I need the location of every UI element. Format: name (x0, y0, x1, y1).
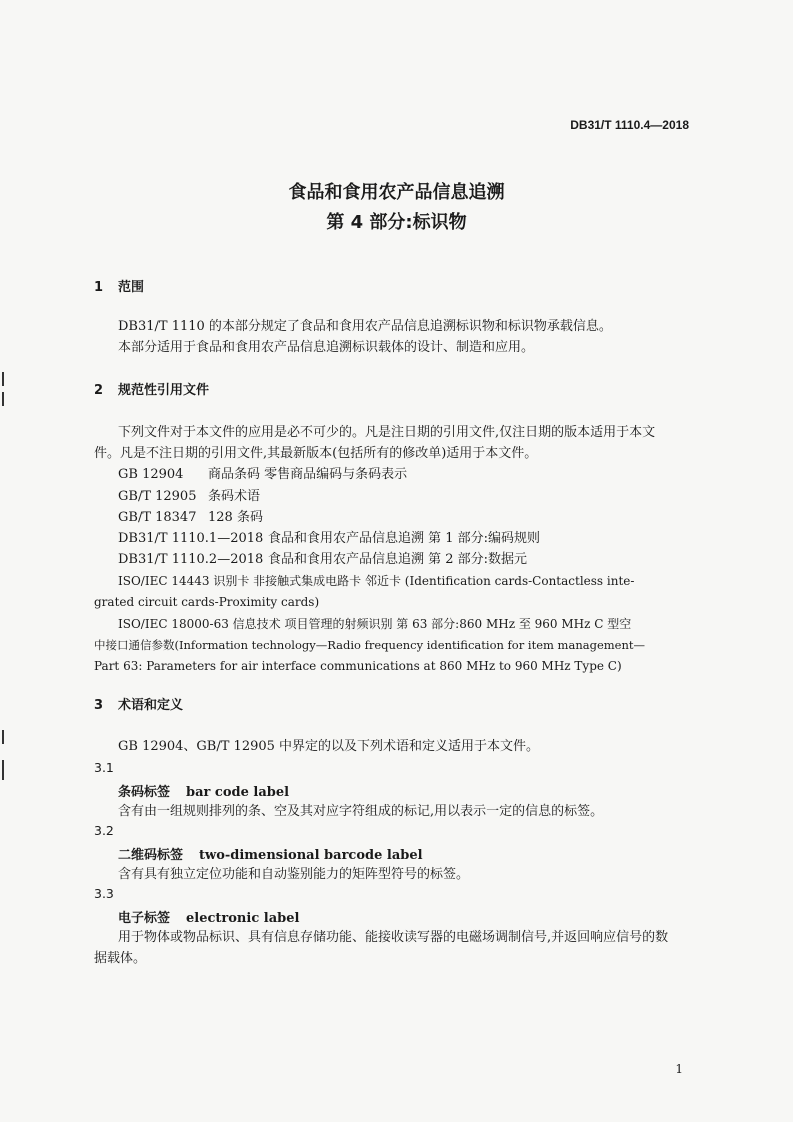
term-definition: 含有具有独立定位功能和自动鉴别能力的矩阵型符号的标签。 (118, 867, 470, 882)
reference-code: GB/T 12905 (118, 489, 197, 504)
paragraph: 下列文件对于本文件的应用是必不可少的。凡是注日期的引用文件,仅注日期的版本适用于本文 (118, 425, 656, 440)
term-number: 3.1 (94, 760, 114, 775)
section-number: 3 (94, 698, 104, 713)
term-number: 3.2 (94, 823, 114, 838)
term-heading (118, 844, 423, 863)
reference-title: 128 条码 (208, 510, 263, 525)
document-subtitle: 第 4 部分:标识物 (326, 212, 467, 233)
term-heading (118, 781, 289, 800)
paragraph: 本部分适用于食品和食用农产品信息追溯标识载体的设计、制造和应用。 (118, 340, 535, 355)
reference-title: 食品和食用农产品信息追溯 第 2 部分:数据元 (268, 552, 528, 567)
term-definition: 含有由一组规则排列的条、空及其对应字符组成的标记,用以表示一定的信息的标签。 (118, 804, 604, 819)
paragraph: 件。凡是不注日期的引用文件,其最新版本(包括所有的修改单)适用于本文件。 (94, 446, 538, 461)
reference-code: GB/T 18347 (118, 510, 197, 525)
section-heading-2 (94, 379, 209, 398)
reference-code: GB 12904 (118, 467, 184, 482)
reference-item-cont: 中接口通信参数(Information technology—Radio frequency identification for item management— (94, 638, 645, 652)
term-definition-cont: 据载体。 (94, 951, 147, 966)
reference-code: DB31/T 1110.2—2018 (118, 552, 264, 567)
reference-item (118, 529, 540, 549)
section-number: 2 (94, 383, 104, 398)
section-heading-3 (94, 694, 183, 713)
term-zh: 电子标签 (118, 911, 171, 926)
term-en: two-dimensional barcode label (199, 848, 423, 863)
reference-item (118, 508, 263, 528)
term-zh: 二维码标签 (118, 848, 184, 863)
reference-item (118, 550, 527, 570)
scan-mark (2, 730, 4, 744)
paragraph: GB 12904、GB/T 12905 中界定的以及下列术语和定义适用于本文件。 (118, 739, 540, 754)
term-en: electronic label (186, 911, 300, 926)
scan-mark (2, 372, 4, 386)
reference-title: 食品和食用农产品信息追溯 第 1 部分:编码规则 (268, 531, 541, 546)
document-title: 食品和食用农产品信息追溯 (288, 182, 505, 203)
reference-item: ISO/IEC 14443 识别卡 非接触式集成电路卡 邻近卡 (Identification cards-Contactless inte- (118, 574, 635, 588)
reference-title: 条码术语 (208, 489, 261, 504)
section-title: 范围 (118, 280, 145, 295)
standard-code: DB31/T 1110.4—2018 (570, 118, 689, 132)
term-heading (118, 907, 299, 926)
section-heading-1 (94, 276, 144, 295)
section-title: 规范性引用文件 (118, 383, 210, 398)
paragraph: DB31/T 1110 的本部分规定了食品和食用农产品信息追溯标识物和标识物承载信息。 (118, 319, 612, 334)
reference-item (118, 465, 407, 485)
reference-item-cont: Part 63: Parameters for air interface communications at 860 MHz to 960 MHz Type C) (94, 659, 622, 673)
term-en: bar code label (186, 785, 290, 800)
scan-mark (2, 760, 4, 780)
reference-code: DB31/T 1110.1—2018 (118, 531, 264, 546)
reference-item: ISO/IEC 18000-63 信息技术 项目管理的射频识别 第 63 部分:860 MHz 至 960 MHz C 型空 (118, 617, 632, 631)
term-definition: 用于物体或物品标识、具有信息存储功能、能接收读写器的电磁场调制信号,并返回响应信号的数 (118, 930, 669, 945)
section-number: 1 (94, 280, 104, 295)
reference-item-cont: grated circuit cards-Proximity cards) (94, 595, 320, 609)
reference-title: 商品条码 零售商品编码与条码表示 (208, 467, 408, 482)
term-zh: 条码标签 (118, 785, 171, 800)
section-title: 术语和定义 (118, 698, 184, 713)
reference-item (118, 487, 260, 507)
term-number: 3.3 (94, 886, 114, 901)
scan-mark (2, 392, 4, 406)
page-number: 1 (675, 1062, 683, 1076)
